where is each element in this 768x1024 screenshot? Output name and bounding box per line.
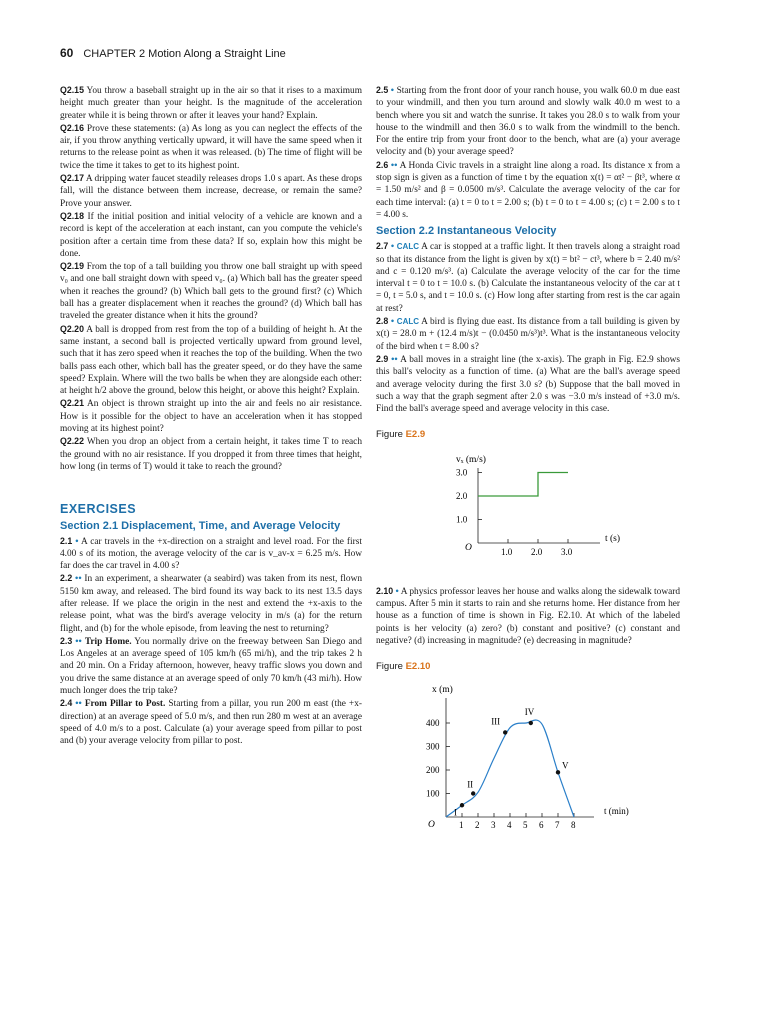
exercise-text: You normally drive on the freeway between San Diego and Los Angeles at an average speed of 105 km/h (65 mi/h), and the trip takes 2 h and 20 min. On a Friday afternoon, however, heavy traffic slows you down and you drive the same distance at an average speed of only 70 km/h (43 mi/h). How much longer does the trip take?	[60, 636, 362, 697]
exercise-2-2	[60, 572, 362, 634]
question-item	[60, 210, 362, 260]
x-axis-label: t (s)	[605, 533, 621, 544]
question-item	[60, 397, 362, 435]
y-axis-label: vₓ (m/s)	[456, 454, 486, 465]
question-number: Q2.22	[60, 436, 84, 447]
difficulty-dots: ••	[75, 699, 82, 710]
question-number: Q2.20	[60, 323, 84, 334]
section-2-2-heading: Section 2.2 Instantaneous Velocity	[376, 225, 557, 238]
exercise-2-7	[376, 240, 680, 315]
difficulty-dots: •	[395, 586, 399, 597]
exercise-number: 2.1	[60, 535, 73, 546]
x-tick-label: 3	[491, 819, 496, 830]
point-label: V	[562, 759, 569, 770]
figure-id: E2.10	[405, 661, 431, 673]
x-tick-label: 7	[555, 819, 560, 830]
y-tick-label: 2.0	[456, 490, 468, 501]
difficulty-dots: ••	[75, 574, 82, 585]
exercise-2-10	[376, 585, 680, 647]
exercise-2-5	[376, 84, 680, 159]
exercise-text: A car is stopped at a traffic light. It then travels along a straight road so that its distance from the light is given by x(t) = bt² − ct³, where b = 2.40 m/s² and c = 0.120 m/s³. (a) Calculate the average velocity of the car for the time interval t = 0 to t = 10.0 s. (b) Calculate the instantaneous velocity of the car at t = 0, t = 5.0 s, and t = 10.0 s. (c) How long after starting from rest is the car again at rest?	[376, 242, 680, 314]
chapter-title: CHAPTER 2 Motion Along a Straight Line	[83, 48, 286, 60]
difficulty-dots: •	[75, 536, 79, 547]
exercise-2-8	[376, 315, 680, 353]
question-text: When you drop an object from a certain height, it takes time T to reach the ground with no air resistance. If you dropped it from three times that height, how long (in terms of T) would it take to reach the ground?	[60, 437, 362, 472]
exercise-title: From Pillar to Post.	[84, 699, 166, 710]
exercise-text: Starting from a pillar, you run 200 m east (the +x-direction) at an average speed of 5.0 m/s, and then run 280 m west at an average speed of 4.0 m/s to a post. Calculate (a) your average speed from pillar to post and (b) your average velocity from pillar to post.	[60, 699, 362, 747]
figure-e2-9-label	[376, 429, 680, 441]
exercise-number: 2.3	[60, 635, 73, 646]
x-tick-label: 6	[539, 819, 544, 830]
difficulty-dots: •	[390, 86, 395, 96]
right-column	[376, 84, 680, 833]
origin-label: O	[428, 819, 435, 830]
question-text: A ball is dropped from rest from the top of a building of height h. At the same instant, a second ball is projected vertically upward from ground level, such that it has zero speed when it reaches the top of the building. When the two balls pass each other, which ball has the greater speed, or do they have the same speed? Explain. Where will the two balls be when they are alongside each other: at height h/2 above the ground, below this height, or above this height? Explain.	[60, 324, 363, 397]
y-tick-label: 1.0	[456, 514, 468, 525]
question-item	[60, 172, 362, 210]
y-tick-label: 200	[426, 764, 440, 775]
exercises-heading: EXERCISES	[60, 502, 137, 517]
x-tick-label: 3.0	[561, 546, 573, 557]
question-text: If the initial position and initial velocity of a vehicle are known and a record is kept of the acceleration at each instant, can you compute the vehicle's position after a certain time from these data? If so, explain how this might be done.	[60, 211, 362, 259]
question-text: An object is thrown straight up into the air and feels no air resistance. How is it possible for the object to have an acceleration when it has stopped moving at its highest point?	[60, 399, 362, 435]
exercise-2-4	[60, 697, 362, 747]
y-tick-label: 300	[426, 741, 440, 751]
point-label: I	[454, 806, 457, 817]
difficulty-dots: ••	[75, 636, 82, 647]
exercise-title: Trip Home.	[84, 636, 132, 647]
data-point	[471, 791, 475, 795]
x-tick-label: 1	[459, 819, 464, 830]
point-label: II	[467, 779, 474, 789]
exercise-number: 2.5	[376, 85, 389, 95]
exercise-text: In an experiment, a shearwater (a seabird) was taken from its nest, flown 5150 km away, and released. The bird found its way back to its nest 13.5 days after release. If we place the origin in the nest and extend the +x-axis to the release point, what was the bird's average velocity in m/s (a) for the return flight, and (b) for the whole episode, from leaving the nest to returning?	[60, 574, 362, 634]
figure-prefix: Figure	[376, 429, 403, 441]
exercise-text: A ball moves in a straight line (the x-axis). The graph in Fig. E2.9 shows this ball's velocity as a function of time. (a) What are the ball's average speed and average velocity during the first 3.0 s? (b) Suppose that the ball moved in such a way that the graph segment after 2.0 s was −3.0 m/s instead of +3.0 m/s. Find the ball's average speed and average velocity in this case.	[376, 354, 680, 415]
point-label: III	[491, 715, 501, 726]
x-tick-label: 2.0	[531, 546, 543, 557]
data-point	[556, 770, 560, 774]
figure-e2-10-label	[376, 661, 680, 673]
y-axis-label: x (m)	[432, 684, 453, 695]
discussion-questions	[60, 84, 362, 473]
question-text: From the top of a tall building you throw one ball straight up with speed v₀ and one ball straight down with speed v₀. (a) Which ball has the greater speed when it reaches the ground? (b) Which ball gets to the ground first? (c) Which ball has a greater displacement when it reaches the ground? (d) Which ball has traveled the greater distance when it hits the ground?	[60, 262, 362, 322]
exercise-text: A Honda Civic travels in a straight line along a road. Its distance x from a stop sign is given as a function of time t by the equation x(t) = αt² − βt³, where α = 1.50 m/s² and β = 0.0500 m/s³. Calculate the average velocity of the car for each time interval: (a) t = 0 to t = 2.00 s; (b) t = 0 to t = 4.00 s; (c) t = 2.00 s to t = 4.00 s.	[376, 160, 681, 220]
calc-tag: CALC	[396, 242, 419, 252]
question-item	[60, 260, 362, 322]
question-number: Q2.18	[60, 210, 84, 221]
y-tick-label: 100	[426, 788, 440, 798]
point-label: IV	[524, 706, 535, 717]
exercise-number: 2.10	[376, 585, 394, 596]
figure-e2-10-graph	[376, 678, 680, 833]
x-tick-label: 5	[523, 819, 528, 830]
question-number: Q2.17	[60, 173, 84, 184]
data-point	[460, 803, 464, 807]
difficulty-dots: •	[390, 317, 395, 328]
velocity-line	[478, 472, 568, 496]
question-item	[60, 323, 362, 398]
exercise-number: 2.2	[60, 573, 73, 584]
x-tick-label: 2	[475, 819, 480, 830]
question-number: Q2.19	[60, 261, 84, 272]
data-point	[503, 730, 507, 734]
x-axis-label: t (min)	[604, 805, 629, 816]
data-point	[529, 720, 533, 724]
y-tick-label: 400	[426, 717, 440, 728]
origin-label: O	[465, 542, 472, 553]
exercise-number: 2.7	[376, 241, 389, 252]
exercise-number: 2.4	[60, 698, 73, 709]
page-number: 60	[60, 46, 74, 60]
question-item	[60, 435, 362, 473]
difficulty-dots: ••	[390, 160, 398, 171]
exercise-2-6	[376, 159, 680, 221]
section-2-1-heading: Section 2.1 Displacement, Time, and Average Velocity	[60, 519, 341, 532]
x-tick-label: 1.0	[501, 546, 513, 557]
exercise-2-3	[60, 635, 362, 697]
page-header	[60, 46, 286, 62]
y-tick-label: 3.0	[456, 467, 468, 478]
exercise-2-1	[60, 535, 362, 573]
x-tick-label: 8	[571, 819, 576, 830]
exercise-number: 2.9	[376, 353, 389, 364]
difficulty-dots: •	[390, 242, 395, 253]
left-column	[60, 84, 362, 748]
exercise-text: Starting from the front door of your ranch house, you walk 60.0 m due east to your windmill, and then you turn around and slowly walk 40.0 m west to a bench where you sit and watch the sunrise. It takes you 28.0 s to walk from your house to the windmill and then 36.0 s to walk from the windmill to the bench. For the entire trip from your front door to the bench, what are (a) your average velocity and (b) your average speed?	[376, 86, 680, 158]
question-number: Q2.16	[60, 122, 84, 133]
figure-e2-9-graph	[376, 446, 680, 561]
figure-prefix: Figure	[376, 661, 403, 673]
difficulty-dots: ••	[391, 354, 398, 365]
exercise-text: A bird is flying due east. Its distance from a tall building is given by x(t) = 28.0 m + (12.4 m/s)t − (0.0450 m/s³)t³. What is the instantaneous velocity of the bird when t = 8.00 s?	[376, 317, 680, 352]
exercise-number: 2.8	[376, 316, 389, 327]
question-number: Q2.15	[60, 85, 84, 95]
exercise-number: 2.6	[376, 159, 389, 170]
exercise-2-9	[376, 353, 680, 415]
question-text: You throw a baseball straight up in the air so that it rises to a maximum height much greater than your height. Is the magnitude of the acceleration greater while it is being thrown or after it leaves your hand? Explain.	[60, 86, 362, 121]
question-item	[60, 122, 362, 172]
exercise-text: A physics professor leaves her house and walks along the sidewalk toward campus. After 5 min it starts to rain and she returns home. Her distance from her house as a function of time is shown in Fig. E2.10. At which of the labeled points is her velocity (a) zero? (b) constant and positive? (c) constant and negative? (d) increasing in magnitude? (e) decreasing in magnitude?	[376, 586, 680, 646]
question-text: A dripping water faucet steadily releases drops 1.0 s apart. As these drops fall, will the distance between them increase, decrease, or remain the same? Prove your answer.	[60, 174, 363, 209]
figure-id: E2.9	[405, 429, 426, 441]
question-item	[60, 84, 362, 122]
x-tick-label: 4	[507, 819, 512, 830]
position-curve	[446, 720, 574, 817]
question-text: Prove these statements: (a) As long as you can neglect the effects of the air, if you throw anything vertically upward, it will have the same speed when it returns to the release point as when it was released. (b) The time of flight will be twice the time it takes to get to its highest point.	[60, 123, 362, 171]
exercise-text: A car travels in the +x-direction on a straight and level road. For the first 4.00 s of its motion, the average velocity of the car is v_av-x = 6.25 m/s. How far does the car travel in 4.00 s?	[60, 536, 362, 572]
calc-tag: CALC	[396, 317, 420, 327]
question-number: Q2.21	[60, 398, 84, 409]
